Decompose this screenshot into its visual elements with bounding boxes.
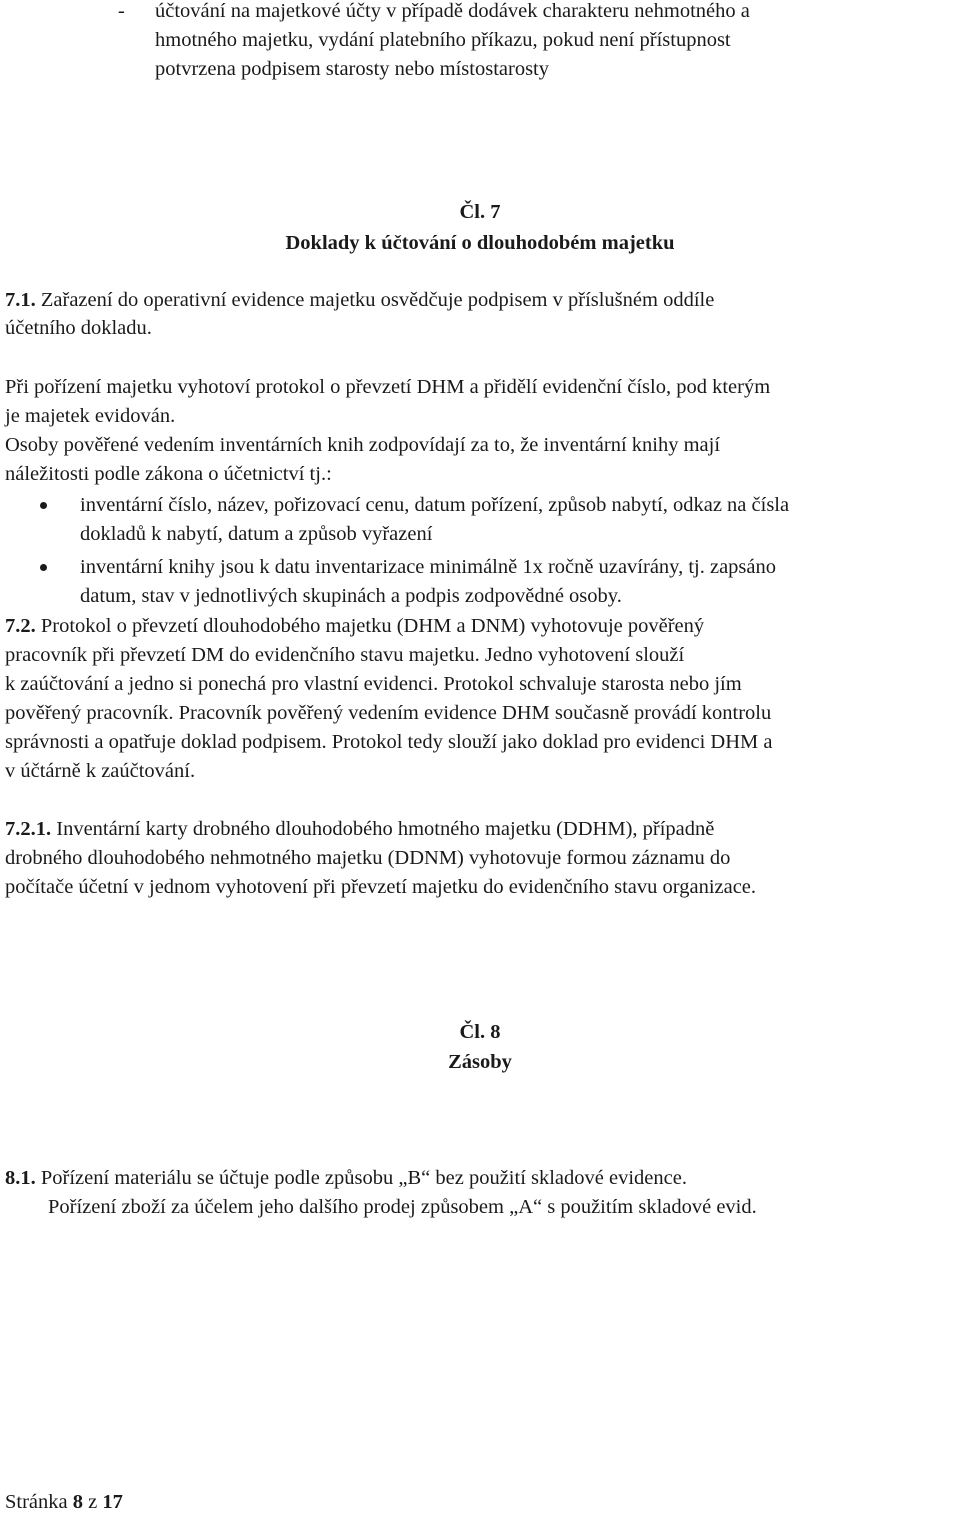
section-number: 7.2. [5,615,36,637]
paragraph-line: je majetek evidován. [5,405,176,427]
section-8-1-line: Pořízení zboží za účelem jeho dalšího prodej způsobem „A“ s použitím skladové evid. [48,1196,757,1218]
paragraph-line: Osoby pověřené vedením inventárních knih zodpovídají za to, že inventární knihy mají [5,434,721,456]
footer-page-total: 17 [102,1491,123,1513]
section-8-1-line [5,1164,687,1193]
list-item-line: účtování na majetkové účty v případě dodávek charakteru nehmotného a [155,0,750,22]
section-7-2-1-line: počítače účetní v jednom vyhotovení při převzetí majetku do evidenčního stavu organizace. [5,876,757,898]
section-number: 8.1. [5,1167,36,1189]
section-7-2-line: správnosti a opatřuje doklad podpisem. Protokol tedy slouží jako doklad pro evidenci DHM a [5,731,773,753]
article-7-number: Čl. 7 [459,201,501,223]
section-7-2-1-line: drobného dlouhodobého nehmotného majetku (DDNM) vyhotovuje formou záznamu do [5,847,731,869]
section-7-1-line: účetního dokladu. [5,317,152,339]
section-7-2-1-line [5,815,714,844]
section-text: Zařazení do operativní evidence majetku osvědčuje podpisem v příslušném oddíle [40,289,715,311]
section-number: 7.1. [5,289,36,311]
section-text: Protokol o převzetí dlouhodobého majetku (DHM a DNM) vyhotovuje pověřený [40,615,705,637]
section-text: Pořízení materiálu se účtuje podle způsobu „B“ bez použití skladové evidence. [40,1167,687,1189]
list-item-line: potvrzena podpisem starosty nebo místostarosty [155,58,549,80]
list-item-line: hmotného majetku, vydání platebního příkazu, pokud není přístupnost [155,29,731,51]
footer-prefix: Stránka [5,1491,68,1513]
section-7-1-line [5,286,714,315]
section-7-2-line: pracovník při převzetí DM do evidenčního stavu majetku. Jedno vyhotovení slouží [5,644,685,666]
footer-mid: z [88,1491,98,1513]
section-7-2-line [5,612,704,641]
bullet-line: dokladů k nabytí, datum a způsob vyřazení [80,523,433,545]
bullet-line: inventární knihy jsou k datu inventarizace minimálně 1x ročně uzavírány, tj. zapsáno [80,556,777,578]
bullet-icon [40,502,47,509]
paragraph-line: Při pořízení majetku vyhotoví protokol o převzetí DHM a přidělí evidenční číslo, pod kterým [5,376,771,398]
article-8-title: Zásoby [448,1051,512,1073]
article-8-number: Čl. 8 [459,1021,501,1043]
section-number: 7.2.1. [5,818,52,840]
bullet-icon [40,564,47,571]
section-7-2-line: v účtárně k zaúčtování. [5,760,196,782]
article-7-title: Doklady k účtování o dlouhodobém majetku [285,232,675,254]
bullet-line: inventární číslo, název, pořizovací cenu, datum pořízení, způsob nabytí, odkaz na čísla [80,494,790,516]
list-dash: - [118,0,125,22]
paragraph-line: náležitosti podle zákona o účetnictví tj.: [5,463,332,485]
bullet-line: datum, stav v jednotlivých skupinách a podpis zodpovědné osoby. [80,585,622,607]
page-footer [5,1488,123,1517]
footer-page-number: 8 [72,1491,83,1513]
section-7-2-line: pověřený pracovník. Pracovník pověřený vedením evidence DHM současně provádí kontrolu [5,702,772,724]
section-7-2-line: k zaúčtování a jedno si ponechá pro vlastní evidenci. Protokol schvaluje starosta nebo jím [5,673,742,695]
section-text: Inventární karty drobného dlouhodobého hmotného majetku (DDHM), případně [56,818,715,840]
